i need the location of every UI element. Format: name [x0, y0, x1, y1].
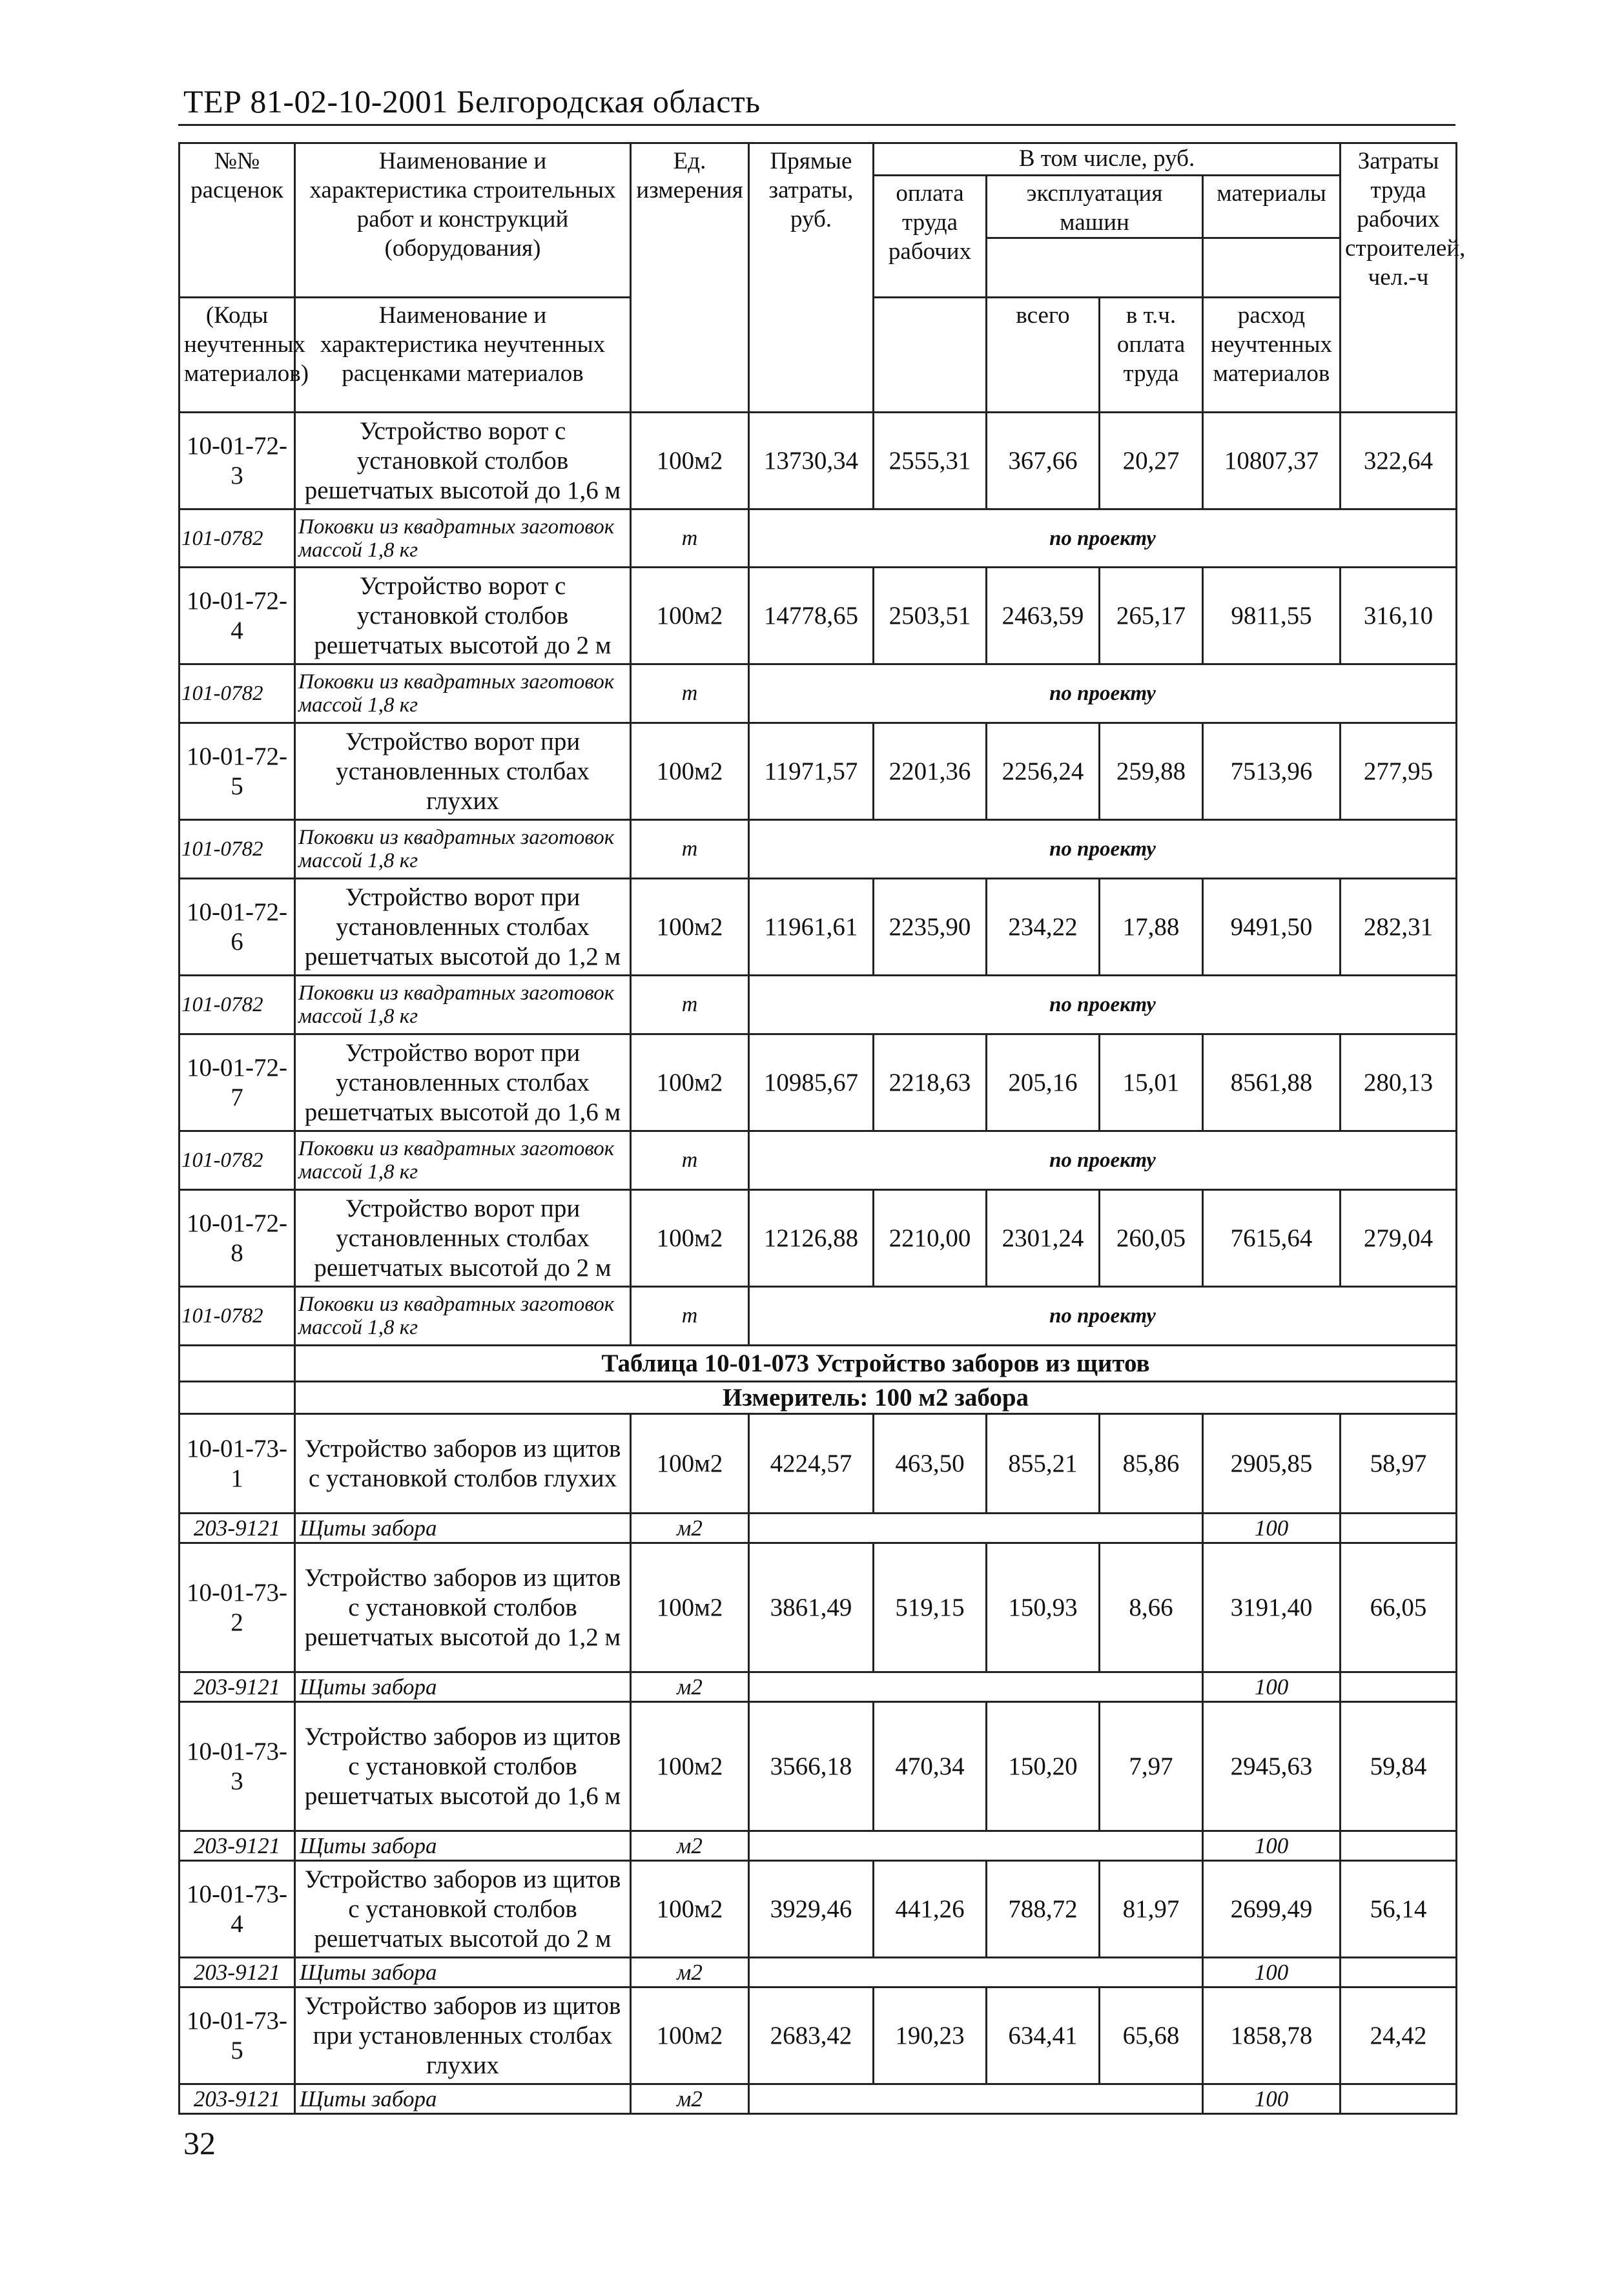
header-gap: [987, 238, 1203, 298]
col-labor-pay: оплата труда рабочих: [874, 176, 987, 298]
rate-labor-pay: 2201,36: [874, 723, 987, 820]
rate-labor-cost: 279,04: [1341, 1190, 1457, 1287]
rate-labor-cost: 282,31: [1341, 879, 1457, 976]
rate-labor-cost: 59,84: [1341, 1702, 1457, 1831]
rate-row: [180, 1190, 1457, 1287]
page-number: 32: [183, 2125, 216, 2161]
col-name-top: Наименование и характеристика строительных работ и конструкций (оборудования): [295, 143, 631, 298]
material-empty: [1341, 1831, 1457, 1861]
rate-direct-costs: 12126,88: [749, 1190, 874, 1287]
header-empty-cell: [874, 298, 987, 413]
rate-labor-cost: 280,13: [1341, 1034, 1457, 1131]
table-meter: Измеритель: 100 м2 забора: [295, 1382, 1457, 1414]
rate-machine-total: 150,20: [987, 1702, 1100, 1831]
rate-materials: 2905,85: [1203, 1414, 1341, 1514]
material-quantity: 100: [1203, 1672, 1341, 1702]
rate-labor-cost: 56,14: [1341, 1861, 1457, 1958]
col-materials: материалы: [1203, 176, 1341, 238]
rate-labor-pay: 470,34: [874, 1702, 987, 1831]
rate-name: Устройство ворот при установленных столбах решетчатых высотой до 1,6 м: [295, 1034, 631, 1131]
rate-unit: 100м2: [631, 568, 749, 664]
rate-name: Устройство заборов из щитов с установкой столбов глухих: [295, 1414, 631, 1514]
rate-machine-total: 2301,24: [987, 1190, 1100, 1287]
rate-machine-total: 855,21: [987, 1414, 1100, 1514]
material-empty: [1341, 2084, 1457, 2114]
col-code-top: №№ расценок: [180, 143, 295, 298]
rate-materials: 2945,63: [1203, 1702, 1341, 1831]
material-unit: т: [631, 664, 749, 723]
material-row: [180, 976, 1457, 1034]
material-name: Щиты забора: [295, 1831, 631, 1861]
material-unit: м2: [631, 2084, 749, 2114]
rate-code: 10-01-73-1: [180, 1414, 295, 1514]
rate-name: Устройство ворот при установленных столбах решетчатых высотой до 2 м: [295, 1190, 631, 1287]
material-note: по проекту: [749, 820, 1457, 879]
rate-labor-pay: 2235,90: [874, 879, 987, 976]
rate-machine-labor-pay: 8,66: [1100, 1543, 1203, 1672]
rate-labor-pay: 190,23: [874, 1987, 987, 2084]
col-unit: Ед. измерения: [631, 143, 749, 413]
rate-materials: 7615,64: [1203, 1190, 1341, 1287]
rate-machine-labor-pay: 65,68: [1100, 1987, 1203, 2084]
rate-labor-pay: 2210,00: [874, 1190, 987, 1287]
material-row: [180, 1958, 1457, 1987]
material-empty: [749, 1958, 1203, 1987]
material-unit: т: [631, 976, 749, 1034]
rate-machine-labor-pay: 17,88: [1100, 879, 1203, 976]
rate-machine-labor-pay: 7,97: [1100, 1702, 1203, 1831]
rate-direct-costs: 4224,57: [749, 1414, 874, 1514]
material-unit: т: [631, 509, 749, 568]
rate-labor-cost: 322,64: [1341, 413, 1457, 509]
material-code: 203-9121: [180, 1831, 295, 1861]
col-including: В том числе, руб.: [874, 143, 1341, 176]
rate-unit: 100м2: [631, 1861, 749, 1958]
rate-unit: 100м2: [631, 1034, 749, 1131]
material-code: 101-0782: [180, 976, 295, 1034]
material-row: [180, 2084, 1457, 2114]
material-unit: т: [631, 820, 749, 879]
rate-code: 10-01-72-6: [180, 879, 295, 976]
col-machine-total: всего: [987, 298, 1100, 413]
material-row: [180, 1672, 1457, 1702]
rate-code: 10-01-73-2: [180, 1543, 295, 1672]
material-name: Поковки из квадратных заготовок массой 1,8 кг: [295, 664, 631, 723]
rate-direct-costs: 11971,57: [749, 723, 874, 820]
meter-row: [180, 1382, 1457, 1414]
rate-materials: 10807,37: [1203, 413, 1341, 509]
material-note: по проекту: [749, 1287, 1457, 1346]
material-note: по проекту: [749, 976, 1457, 1034]
rate-direct-costs: 11961,61: [749, 879, 874, 976]
header-gap: [1203, 238, 1341, 298]
rate-direct-costs: 10985,67: [749, 1034, 874, 1131]
material-row: [180, 1131, 1457, 1190]
rate-row: [180, 879, 1457, 976]
rate-direct-costs: 3861,49: [749, 1543, 874, 1672]
material-code: 101-0782: [180, 1287, 295, 1346]
material-quantity: 100: [1203, 1514, 1341, 1543]
material-code: 101-0782: [180, 664, 295, 723]
header-row-1: [180, 143, 1457, 176]
rate-materials: 9491,50: [1203, 879, 1341, 976]
rate-code: 10-01-72-5: [180, 723, 295, 820]
rate-materials: 8561,88: [1203, 1034, 1341, 1131]
rate-machine-total: 2256,24: [987, 723, 1100, 820]
col-machine-labor-pay: в т.ч. оплата труда: [1100, 298, 1203, 413]
rate-direct-costs: 13730,34: [749, 413, 874, 509]
rate-unit: 100м2: [631, 1702, 749, 1831]
material-name: Щиты забора: [295, 1514, 631, 1543]
rate-code: 10-01-72-8: [180, 1190, 295, 1287]
rate-labor-pay: 441,26: [874, 1861, 987, 1958]
rate-materials: 2699,49: [1203, 1861, 1341, 1958]
material-name: Поковки из квадратных заготовок массой 1,8 кг: [295, 1131, 631, 1190]
material-name: Поковки из квадратных заготовок массой 1,8 кг: [295, 820, 631, 879]
material-name: Поковки из квадратных заготовок массой 1,8 кг: [295, 1287, 631, 1346]
rate-machine-total: 234,22: [987, 879, 1100, 976]
rate-materials: 1858,78: [1203, 1987, 1341, 2084]
rate-row: [180, 1702, 1457, 1831]
rate-direct-costs: 14778,65: [749, 568, 874, 664]
rate-labor-pay: 2218,63: [874, 1034, 987, 1131]
rate-materials: 9811,55: [1203, 568, 1341, 664]
rate-row: [180, 723, 1457, 820]
material-code: 101-0782: [180, 509, 295, 568]
table-title: Таблица 10-01-073 Устройство заборов из щитов: [295, 1346, 1457, 1382]
rate-machine-total: 367,66: [987, 413, 1100, 509]
rate-unit: 100м2: [631, 723, 749, 820]
rate-unit: 100м2: [631, 413, 749, 509]
table-title-row: [180, 1346, 1457, 1382]
rate-machine-total: 788,72: [987, 1861, 1100, 1958]
meter-code-cell: [180, 1382, 295, 1414]
rate-name: Устройство ворот с установкой столбов решетчатых высотой до 2 м: [295, 568, 631, 664]
material-note: по проекту: [749, 664, 1457, 723]
rate-machine-labor-pay: 260,05: [1100, 1190, 1203, 1287]
rate-labor-cost: 58,97: [1341, 1414, 1457, 1514]
col-machine-operation: эксплуатация машин: [987, 176, 1203, 238]
material-name: Щиты забора: [295, 1672, 631, 1702]
rate-row: [180, 1861, 1457, 1958]
material-empty: [1341, 1514, 1457, 1543]
material-unit: м2: [631, 1672, 749, 1702]
rate-machine-labor-pay: 85,86: [1100, 1414, 1203, 1514]
col-material-usage: расход неучтенных материалов: [1203, 298, 1341, 413]
material-empty: [1341, 1672, 1457, 1702]
rate-machine-total: 634,41: [987, 1987, 1100, 2084]
material-empty: [749, 1514, 1203, 1543]
rate-row: [180, 1034, 1457, 1131]
rate-unit: 100м2: [631, 1414, 749, 1514]
material-note: по проекту: [749, 1131, 1457, 1190]
rate-name: Устройство заборов из щитов с установкой столбов решетчатых высотой до 2 м: [295, 1861, 631, 1958]
rate-name: Устройство заборов из щитов с установкой столбов решетчатых высотой до 1,6 м: [295, 1702, 631, 1831]
rate-row: [180, 413, 1457, 509]
rate-name: Устройство ворот при установленных столбах глухих: [295, 723, 631, 820]
rate-labor-pay: 519,15: [874, 1543, 987, 1672]
rate-row: [180, 568, 1457, 664]
material-unit: м2: [631, 1514, 749, 1543]
material-row: [180, 1514, 1457, 1543]
page-header-title: ТЕР 81-02-10-2001 Белгородская область: [183, 83, 761, 119]
rate-code: 10-01-73-3: [180, 1702, 295, 1831]
rate-unit: 100м2: [631, 1543, 749, 1672]
material-name: Щиты забора: [295, 2084, 631, 2114]
rate-unit: 100м2: [631, 1987, 749, 2084]
rate-labor-cost: 277,95: [1341, 723, 1457, 820]
rate-code: 10-01-72-4: [180, 568, 295, 664]
rate-direct-costs: 3929,46: [749, 1861, 874, 1958]
rate-machine-total: 205,16: [987, 1034, 1100, 1131]
material-empty: [1341, 1958, 1457, 1987]
rate-machine-labor-pay: 265,17: [1100, 568, 1203, 664]
material-name: Поковки из квадратных заготовок массой 1,8 кг: [295, 509, 631, 568]
material-unit: т: [631, 1287, 749, 1346]
material-code: 101-0782: [180, 820, 295, 879]
rate-row: [180, 1987, 1457, 2084]
material-row: [180, 820, 1457, 879]
rate-machine-labor-pay: 15,01: [1100, 1034, 1203, 1131]
material-code: 203-9121: [180, 1514, 295, 1543]
table-title-code-cell: [180, 1346, 295, 1382]
rate-unit: 100м2: [631, 879, 749, 976]
rate-labor-cost: 316,10: [1341, 568, 1457, 664]
material-code: 203-9121: [180, 2084, 295, 2114]
material-code: 101-0782: [180, 1131, 295, 1190]
material-quantity: 100: [1203, 1831, 1341, 1861]
rate-materials: 3191,40: [1203, 1543, 1341, 1672]
rate-machine-labor-pay: 259,88: [1100, 723, 1203, 820]
material-unit: м2: [631, 1831, 749, 1861]
rate-name: Устройство ворот при установленных столбах решетчатых высотой до 1,2 м: [295, 879, 631, 976]
col-code-bottom: (Коды неучтенных материалов): [180, 298, 295, 413]
rate-machine-labor-pay: 20,27: [1100, 413, 1203, 509]
rate-labor-pay: 463,50: [874, 1414, 987, 1514]
rate-unit: 100м2: [631, 1190, 749, 1287]
rate-labor-pay: 2503,51: [874, 568, 987, 664]
material-code: 203-9121: [180, 1672, 295, 1702]
rate-code: 10-01-73-4: [180, 1861, 295, 1958]
rate-labor-pay: 2555,31: [874, 413, 987, 509]
material-name: Щиты забора: [295, 1958, 631, 1987]
material-empty: [749, 2084, 1203, 2114]
rate-code: 10-01-72-3: [180, 413, 295, 509]
material-quantity: 100: [1203, 1958, 1341, 1987]
col-name-bottom: Наименование и характеристика неучтенных расценками материалов: [295, 298, 631, 413]
material-row: [180, 664, 1457, 723]
rates-table-body: [180, 143, 1466, 2114]
rate-machine-total: 2463,59: [987, 568, 1100, 664]
material-unit: м2: [631, 1958, 749, 1987]
material-unit: т: [631, 1131, 749, 1190]
rate-row: [180, 1543, 1457, 1672]
rate-machine-total: 150,93: [987, 1543, 1100, 1672]
material-code: 203-9121: [180, 1958, 295, 1987]
material-name: Поковки из квадратных заготовок массой 1,8 кг: [295, 976, 631, 1034]
rate-name: Устройство заборов из щитов при установленных столбах глухих: [295, 1987, 631, 2084]
material-note: по проекту: [749, 509, 1457, 568]
col-direct-costs: Прямые затраты, руб.: [749, 143, 874, 413]
rate-code: 10-01-72-7: [180, 1034, 295, 1131]
material-quantity: 100: [1203, 2084, 1341, 2114]
rate-materials: 7513,96: [1203, 723, 1341, 820]
rate-name: Устройство заборов из щитов с установкой столбов решетчатых высотой до 1,2 м: [295, 1543, 631, 1672]
material-row: [180, 1287, 1457, 1346]
rate-machine-labor-pay: 81,97: [1100, 1861, 1203, 1958]
material-row: [180, 509, 1457, 568]
header-rule: [178, 124, 1455, 126]
material-row: [180, 1831, 1457, 1861]
rates-table: [178, 142, 1466, 2115]
rate-direct-costs: 3566,18: [749, 1702, 874, 1831]
material-empty: [749, 1831, 1203, 1861]
rate-code: 10-01-73-5: [180, 1987, 295, 2084]
rate-row: [180, 1414, 1457, 1514]
rate-direct-costs: 2683,42: [749, 1987, 874, 2084]
col-labor-cost: Затраты труда рабочих строителей, чел.-ч: [1341, 143, 1457, 413]
material-empty: [749, 1672, 1203, 1702]
rate-labor-cost: 24,42: [1341, 1987, 1457, 2084]
rate-name: Устройство ворот с установкой столбов решетчатых высотой до 1,6 м: [295, 413, 631, 509]
rate-labor-cost: 66,05: [1341, 1543, 1457, 1672]
